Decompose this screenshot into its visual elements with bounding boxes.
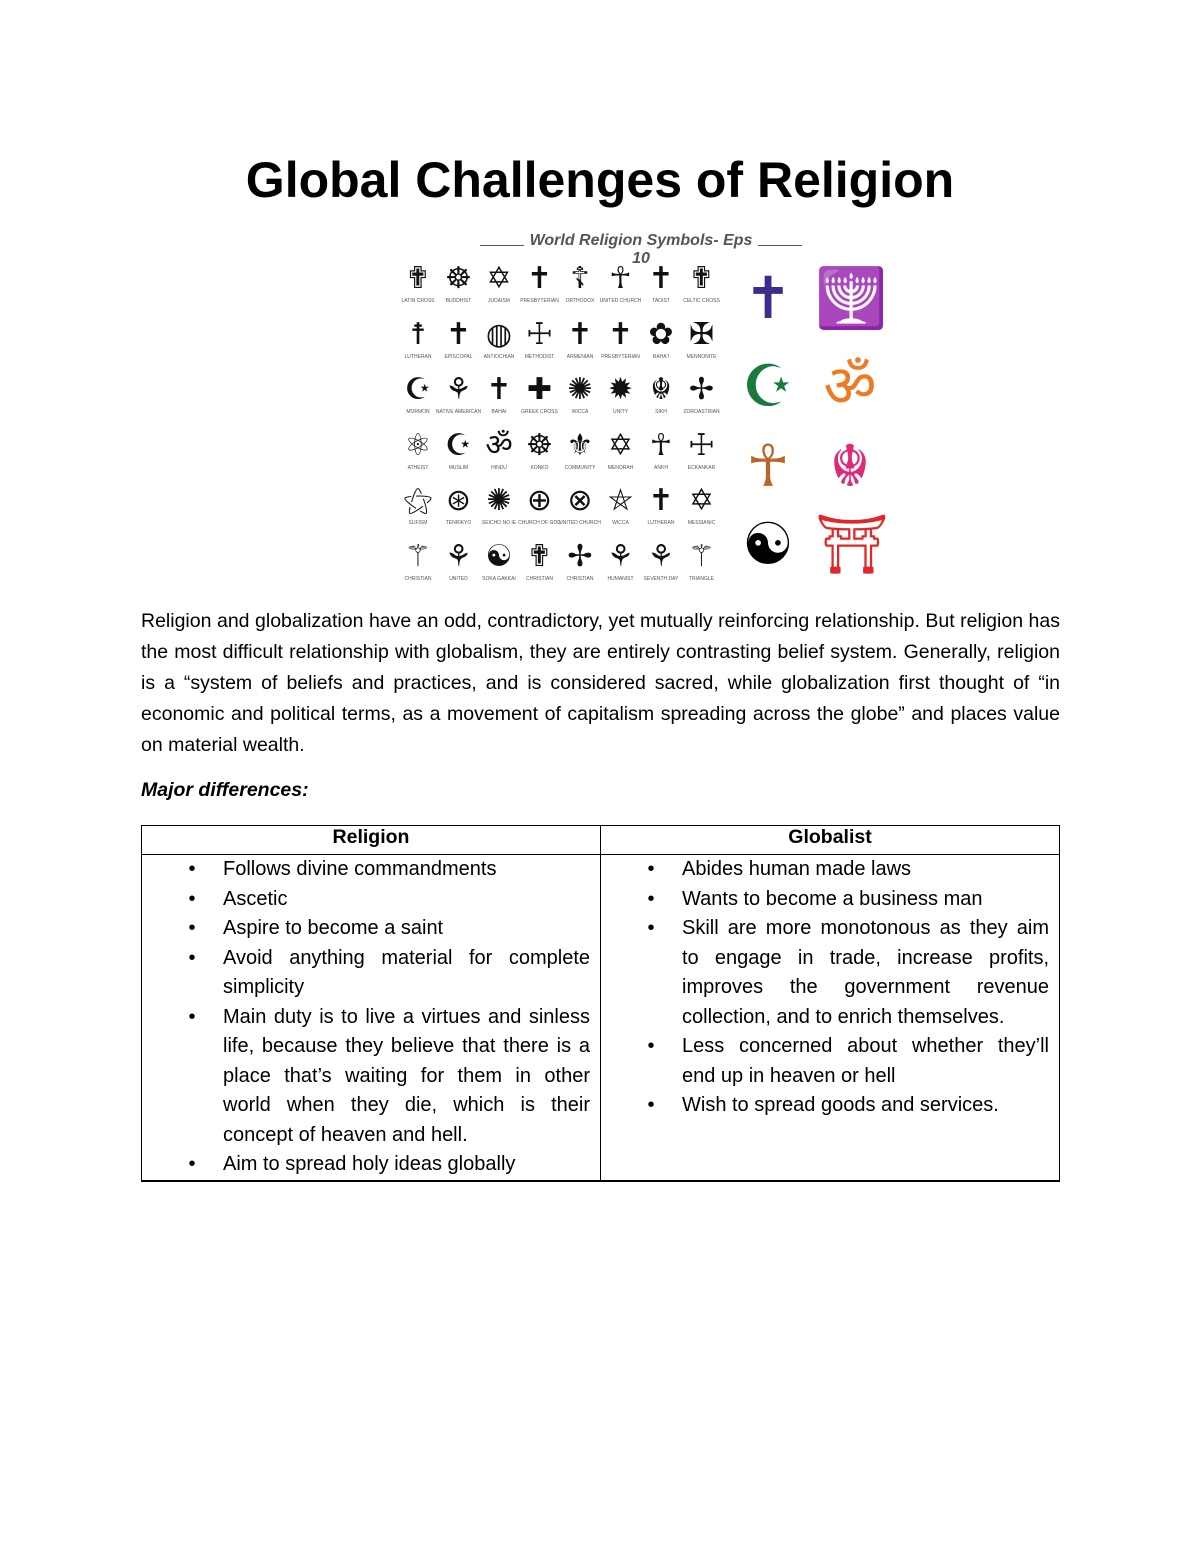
small-religion-symbol-icon: ☨ xyxy=(409,317,427,351)
bullet-icon: • xyxy=(647,887,655,910)
list-item-text: Abides human made laws xyxy=(682,858,912,880)
small-religion-symbol-icon: ⚚ xyxy=(404,539,432,573)
small-religion-symbol-icon: ✹ xyxy=(607,373,634,406)
list-item-text: Avoid anything material for complete simplicity xyxy=(223,946,590,998)
symbol-label: ZOROASTRIAN xyxy=(683,409,720,415)
small-religion-symbol-icon: ☩ xyxy=(688,428,715,462)
list-item-text: Follows divine commandments xyxy=(223,858,497,880)
symbol-label: KONKO xyxy=(530,464,549,471)
list-item xyxy=(601,914,1049,1032)
small-religion-symbol-icon: ☥ xyxy=(649,428,673,462)
symbol-label: EPISCOPAL xyxy=(444,353,473,360)
list-item xyxy=(142,855,590,885)
page-title: Global Challenges of Religion xyxy=(245,152,955,208)
symbol-label: SUFISM xyxy=(408,520,428,526)
column-header-religion: Religion xyxy=(142,826,601,855)
small-religion-symbol-icon: ✝ xyxy=(648,262,674,295)
small-religion-symbol-icon: ☥ xyxy=(609,262,632,295)
small-religion-symbol-icon: ✚ xyxy=(526,373,553,406)
list-item xyxy=(601,885,1049,915)
globalist-cell xyxy=(601,855,1060,1181)
symbol-label: WICCA xyxy=(612,520,629,526)
symbol-label: HINDU xyxy=(491,464,507,471)
list-item xyxy=(142,914,590,944)
small-religion-symbol-icon: ✺ xyxy=(567,373,593,406)
symbol-label: LUTHERAN xyxy=(404,353,432,360)
list-item xyxy=(601,855,1049,885)
list-item xyxy=(142,944,590,1003)
symbol-label: UNITY xyxy=(613,409,628,415)
bullet-icon: • xyxy=(188,917,196,939)
symbol-label: CHURCH OF GOD xyxy=(518,520,561,526)
symbol-label: HUMANIST xyxy=(607,575,634,582)
yin-yang-icon: ☯ xyxy=(742,512,794,577)
symbol-label: UNITED CHURCH xyxy=(559,520,601,526)
differences-table xyxy=(141,825,1060,1182)
bullet-icon: • xyxy=(647,858,655,880)
small-religion-symbol-icon: ☸ xyxy=(445,262,472,295)
symbol-label: PRESBYTERIAN xyxy=(520,298,559,304)
symbol-label: SEVENTH DAY xyxy=(643,575,679,582)
small-religion-symbol-icon: ☪ xyxy=(445,428,472,462)
caption-rule-right xyxy=(758,245,802,246)
list-item xyxy=(601,1032,1049,1091)
list-item xyxy=(142,1150,590,1180)
religion-list xyxy=(142,855,590,1180)
small-religion-symbol-icon: ✿ xyxy=(648,317,674,351)
symbol-label: SIKH xyxy=(655,409,667,415)
symbol-label: ANKH xyxy=(654,464,668,471)
intro-paragraph: Religion and globalization have an odd, contradictory, yet mutually reinforcing relationship. But religion has the most difficult relationship with globalism, they are entirely contrasting belief system. Generally, religion is a “system of beliefs and practices, and is considered sacred, while globalization first thought of “in economic and political terms, as a movement of capitalism spreading across the globe” and places value on material wealth. xyxy=(141,610,1060,756)
small-religion-symbol-icon: ⚘ xyxy=(445,373,472,406)
list-item-text: Skill are more monotonous as they aim to engage in trade, increase profits, improves the government revenue collection, and to enrich themselves. xyxy=(682,917,1049,1028)
column-header-globalist: Globalist xyxy=(601,826,1060,855)
small-religion-symbol-icon: ☸ xyxy=(526,428,553,462)
bullet-icon: • xyxy=(188,1153,196,1175)
list-item-text: Ascetic xyxy=(223,887,288,910)
bullet-icon: • xyxy=(647,917,655,939)
small-religion-symbol-icon: ✢ xyxy=(688,373,715,406)
small-religion-symbol-icon: ☦ xyxy=(570,262,590,295)
symbol-label: MORMON xyxy=(406,409,430,415)
small-religion-symbol-icon: ☬ xyxy=(650,373,672,406)
bullet-icon: • xyxy=(188,1005,196,1028)
symbol-label: MESSIANIC xyxy=(687,520,716,526)
symbol-label: ECKANKAR xyxy=(687,464,716,471)
small-religion-symbol-icon: ✺ xyxy=(486,484,512,517)
major-differences-heading: Major differences: xyxy=(141,779,309,801)
ankh-icon: ☥ xyxy=(746,434,790,499)
small-religion-symbol-icon: ✟ xyxy=(405,262,431,295)
list-item-text: Less concerned about whether they’ll end up in heaven or hell xyxy=(682,1035,1049,1087)
small-religion-symbol-icon: ⊕ xyxy=(526,484,553,517)
small-religion-symbol-icon: ⚝ xyxy=(403,484,433,517)
symbol-label: COMMUNITY xyxy=(564,464,596,471)
small-religion-symbol-icon: ✟ xyxy=(688,262,715,295)
list-item xyxy=(142,885,590,915)
figure-caption: World Religion Symbols- Eps 10 xyxy=(529,232,753,267)
om-icon: ॐ xyxy=(823,354,877,419)
list-item-text: Aspire to become a saint xyxy=(223,917,444,939)
symbol-label: ANTIOCHIAN xyxy=(483,353,515,360)
symbol-label: CHRISTIAN xyxy=(526,575,553,582)
star-crescent-icon: ☪ xyxy=(742,354,794,419)
symbol-label: WICCA xyxy=(571,409,589,415)
symbol-label: BAHA'I xyxy=(653,353,669,360)
bullet-icon: • xyxy=(188,946,196,969)
small-religion-symbol-icon: ☩ xyxy=(526,317,553,351)
christian-cross-icon: ✝ xyxy=(743,266,793,331)
small-religion-symbol-icon: ✝ xyxy=(648,484,674,517)
small-religion-symbol-icon: ⚘ xyxy=(607,539,634,573)
small-religion-symbol-icon: ✡ xyxy=(607,428,634,462)
symbol-label: ATHEIST xyxy=(407,464,429,471)
list-item-text: Main duty is to live a virtues and sinless life, because they believe that there is a place that’s waiting for them in other world when they die, which is their concept of heaven and hell. xyxy=(223,1005,590,1146)
small-religion-symbol-icon: ✠ xyxy=(688,317,715,351)
list-item-text: Wish to spread goods and services. xyxy=(682,1094,999,1116)
symbol-label: MUSLIM xyxy=(448,464,469,471)
small-religion-symbol-icon: ✟ xyxy=(526,539,553,573)
small-religion-symbol-icon: ☪ xyxy=(404,373,432,406)
symbol-label: PRESBYTERIAN xyxy=(601,353,640,360)
symbol-label: LATIN CROSS xyxy=(401,298,435,304)
small-religion-symbol-icon: ⊗ xyxy=(567,484,593,517)
small-religion-symbol-icon: ✡ xyxy=(486,262,512,295)
bullet-icon: • xyxy=(647,1094,655,1116)
small-religion-symbol-icon: ⊛ xyxy=(445,484,472,517)
small-religion-symbol-icon: ◍ xyxy=(485,317,513,351)
symbol-label: BAHAI xyxy=(491,409,507,415)
small-religion-symbol-icon: ⛤ xyxy=(608,484,633,517)
torii-icon: ⛩ xyxy=(815,512,889,577)
list-item-text: Aim to spread holy ideas globally xyxy=(223,1153,516,1175)
symbol-label: JUDAISM xyxy=(488,298,510,304)
symbol-label: CHRISTIAN xyxy=(404,575,432,582)
caption-rule-left xyxy=(480,245,524,246)
bullet-icon: • xyxy=(188,858,196,880)
khanda-icon: ☬ xyxy=(829,434,871,499)
symbol-label: LUTHERAN xyxy=(647,520,675,526)
bullet-icon: • xyxy=(188,887,196,910)
small-religion-symbol-icon: ⚘ xyxy=(445,539,472,573)
religion-cell xyxy=(142,855,601,1181)
symbol-label: METHODIST xyxy=(524,353,555,360)
small-religion-symbol-icon: ⚛ xyxy=(404,428,432,462)
bullet-icon: • xyxy=(647,1035,655,1057)
globalist-list xyxy=(601,855,1049,1121)
small-religion-symbol-icon: ⚚ xyxy=(688,539,715,573)
symbol-label: ORTHODOX xyxy=(565,298,595,304)
symbol-label: TRIANGLE xyxy=(688,575,714,582)
small-religion-symbol-icon: ⚘ xyxy=(647,539,675,573)
list-item xyxy=(601,1091,1049,1121)
symbol-label: ARMENIAN xyxy=(566,353,594,360)
symbol-label: CELTIC CROSS xyxy=(683,298,720,304)
small-religion-symbol-icon: ✝ xyxy=(567,317,593,351)
symbol-label: CHRISTIAN xyxy=(566,575,594,582)
small-religion-symbol-icon: ✝ xyxy=(607,317,634,351)
list-item-text: Wants to become a business man xyxy=(682,887,983,910)
symbol-label: TAOIST xyxy=(652,298,670,304)
small-religion-symbol-icon: ✡ xyxy=(688,484,715,517)
symbol-label: TENRIKYO xyxy=(445,520,472,526)
small-religion-symbol-icon: ⚜ xyxy=(566,428,594,462)
small-religion-symbol-icon: ✝ xyxy=(445,317,472,351)
symbol-label: BUDDHIST xyxy=(445,298,472,304)
symbol-label: UNITED CHURCH xyxy=(599,298,642,304)
symbol-label: SOKA GAKKAI xyxy=(482,575,516,582)
symbol-label: GREEK CROSS xyxy=(521,409,558,415)
small-religion-symbol-icon: ✝ xyxy=(526,262,553,295)
symbol-label: UNITED xyxy=(449,575,468,582)
symbol-label: MENNONITE xyxy=(686,353,717,360)
small-religion-symbol-icon: ॐ xyxy=(485,428,513,462)
list-item xyxy=(142,1003,590,1151)
menorah-icon: 🕎 xyxy=(815,266,888,331)
small-religion-symbol-icon: ☯ xyxy=(485,539,513,573)
symbol-label: NATIVE AMERICAN xyxy=(435,409,482,415)
small-religion-symbol-icon: ✝ xyxy=(486,373,512,406)
symbol-label: SEICHO NO IE xyxy=(481,520,517,526)
small-religion-symbol-icon: ✢ xyxy=(567,539,593,573)
symbol-label: MENORAH xyxy=(607,464,634,471)
